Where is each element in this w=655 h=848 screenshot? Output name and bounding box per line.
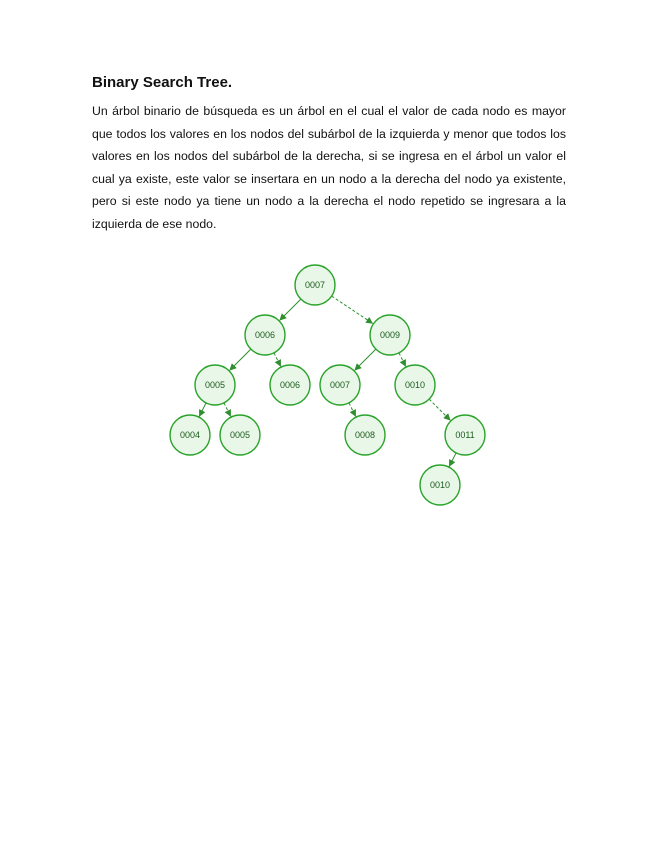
tree-node [345, 415, 385, 455]
page-title: Binary Search Tree. [92, 74, 233, 91]
tree-node-label: 0010 [429, 480, 451, 490]
tree-node [195, 365, 235, 405]
tree-nodes [170, 265, 485, 505]
tree-edge [349, 403, 356, 416]
tree-node [170, 415, 210, 455]
tree-node [320, 365, 360, 405]
tree-edge [224, 403, 231, 416]
tree-edge [199, 403, 206, 416]
description-paragraph: Un árbol binario de búsqueda es un árbol en el cual el valor de cada nodo es mayor que todos los valores en los nodos del subárbol de la izquierda y menor que todos los valores en los nodos del subárbol de la derecha, si se ingresa en el árbol un valor el cual ya existe, este valor se insertara en un nodo a la derecha del nodo ya existente, pero si este nodo ya tiene un nodo a la derecha el nodo repetido se ingresara a la izquierda de ese nodo. [92, 104, 566, 231]
tree-node-label: 0010 [404, 380, 426, 390]
tree-node-label: 0008 [354, 430, 376, 440]
tree-node-label: 0004 [179, 430, 201, 440]
tree-node [395, 365, 435, 405]
tree-edge [355, 349, 376, 370]
tree-node-label: 0007 [329, 380, 351, 390]
tree-edge [399, 353, 406, 366]
tree-node-label: 0005 [204, 380, 226, 390]
tree-node-label: 0007 [304, 280, 326, 290]
tree-node [295, 265, 335, 305]
tree-edge [280, 299, 301, 320]
tree-node [245, 315, 285, 355]
tree-edge [230, 349, 251, 370]
tree-node-label: 0005 [229, 430, 251, 440]
tree-node-label: 0006 [279, 380, 301, 390]
tree-node-label: 0011 [455, 430, 475, 440]
tree-node [420, 465, 460, 505]
tree-node [370, 315, 410, 355]
tree-edge [332, 296, 373, 323]
tree-node [445, 415, 485, 455]
tree-edge [449, 453, 456, 466]
tree-node [270, 365, 310, 405]
tree-edge [429, 399, 450, 420]
tree-node [220, 415, 260, 455]
tree-edge [274, 353, 281, 366]
tree-node-label: 0009 [379, 330, 401, 340]
tree-node-label: 0006 [254, 330, 276, 340]
